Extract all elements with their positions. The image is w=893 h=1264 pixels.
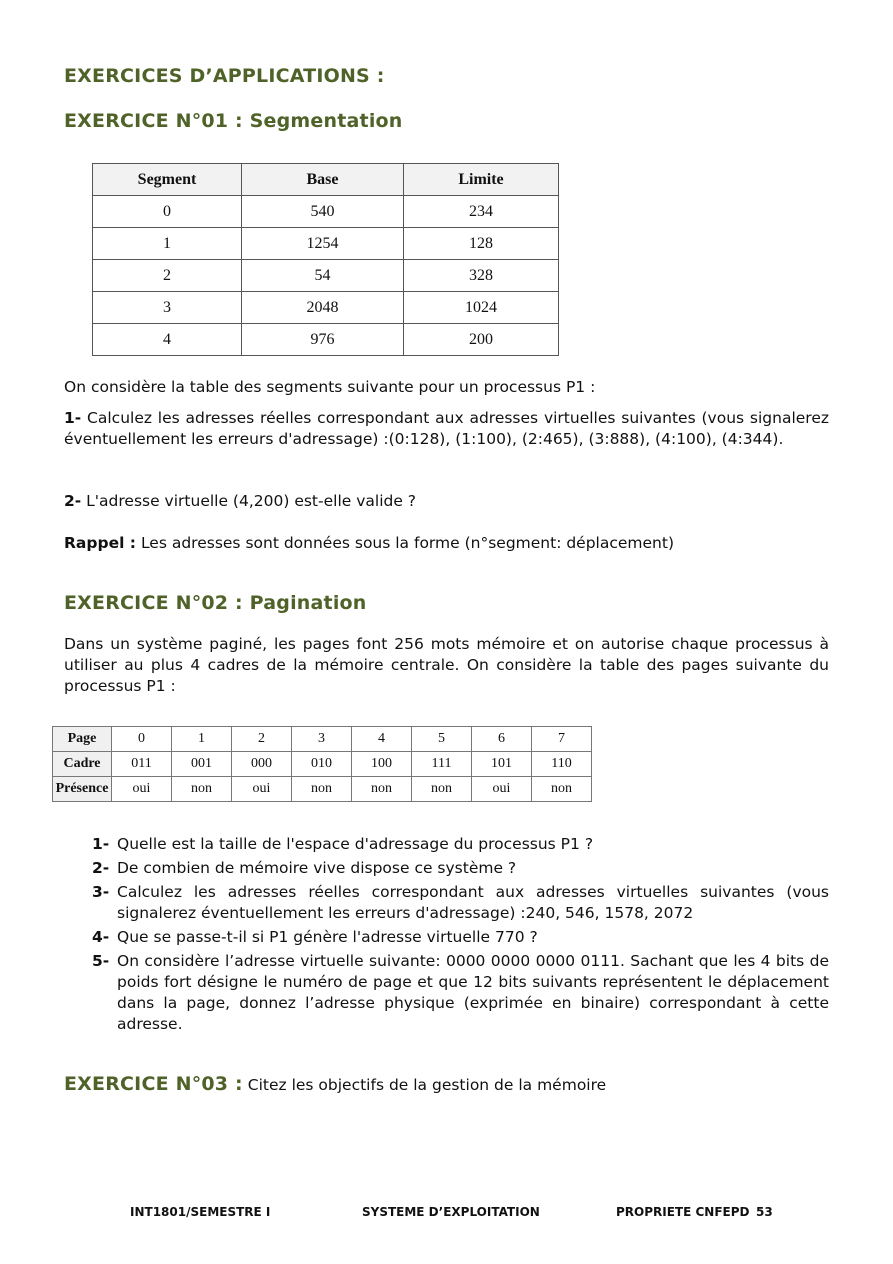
table-cell: 6 [472,727,532,752]
question-number: 5- [92,952,110,970]
page-number: 53 [756,1205,773,1219]
list-item [92,858,829,879]
table-cell: 2 [93,260,242,292]
table-cell: 4 [352,727,412,752]
table-cell: 0 [112,727,172,752]
question-number: 1- [64,409,82,427]
table-cell: 328 [404,260,559,292]
table-cell: 111 [412,752,472,777]
table-cell: 540 [242,196,404,228]
table-cell: non [292,777,352,802]
table-row [53,727,592,752]
page-heading: EXERCICES D’APPLICATIONS : [64,65,385,87]
footer-owner: PROPRIETE CNFEPD [616,1205,750,1219]
list-item [92,951,829,1035]
exercise-3 [64,1073,844,1096]
table-cell: 1 [93,228,242,260]
question-text: L'adresse virtuelle (4,200) est-elle valide ? [81,492,417,510]
table-cell: 7 [532,727,592,752]
question-text: Que se passe-t-il si P1 génère l'adresse virtuelle 770 ? [117,928,538,946]
table-cell: 1254 [242,228,404,260]
table-cell: 100 [352,752,412,777]
exercise-3-title: EXERCICE N°03 : [64,1073,243,1095]
exercise-1-intro: On considère la table des segments suivante pour un processus P1 : [64,378,596,396]
question-text: Calculez les adresses réelles correspondant aux adresses virtuelles suivantes (vous signalerez éventuellement les erreurs d'adressage) :240, 546, 1578, 2072 [117,883,829,922]
table-cell: 2 [232,727,292,752]
table-cell: 0 [93,196,242,228]
table-cell: 4 [93,324,242,356]
table-row [93,260,559,292]
table-cell: 001 [172,752,232,777]
table-cell: 200 [404,324,559,356]
col-header: Segment [93,164,242,196]
exercise-1-question-1 [64,408,829,450]
question-number: 2- [92,859,110,877]
question-number: 2- [64,492,82,510]
table-cell: 2048 [242,292,404,324]
table-cell: oui [232,777,292,802]
exercise-2-intro: Dans un système paginé, les pages font 256 mots mémoire et on autorise chaque processus à utiliser au plus 4 cadres de la mémoire centrale. On considère la table des pages suivante du processus P1 : [64,635,829,695]
exercise-2-questions [92,834,829,1038]
row-label: Cadre [53,752,112,777]
table-cell: 110 [532,752,592,777]
table-cell: 101 [472,752,532,777]
exercise-2-title: EXERCICE N°02 : Pagination [64,592,367,614]
col-header: Limite [404,164,559,196]
table-cell: oui [472,777,532,802]
table-cell: 234 [404,196,559,228]
segment-table-header [93,164,559,196]
table-cell: non [532,777,592,802]
table-cell: oui [112,777,172,802]
rappel-text: Les adresses sont données sous la forme (n°segment: déplacement) [136,534,675,552]
table-cell: 3 [292,727,352,752]
table-row [93,228,559,260]
list-item [92,834,829,855]
rappel-label: Rappel : [64,534,137,552]
table-cell: 000 [232,752,292,777]
question-number: 4- [92,928,110,946]
question-text: De combien de mémoire vive dispose ce système ? [117,859,517,877]
list-item [92,927,829,948]
table-cell: 011 [112,752,172,777]
table-row [93,324,559,356]
table-cell: 1 [172,727,232,752]
exercise-1-title: EXERCICE N°01 : Segmentation [64,110,403,132]
question-text: Quelle est la taille de l'espace d'adressage du processus P1 ? [117,835,594,853]
question-text: On considère l’adresse virtuelle suivante: 0000 0000 0000 0111. Sachant que les 4 bits de poids fort désigne le numéro de page et que 12 bits suivants représentent le déplacement dans la page, donnez l’adresse physique (exprimée en binaire) correspondant à cette adresse. [117,952,829,1033]
row-label: Page [53,727,112,752]
exercise-3-text: Citez les objectifs de la gestion de la mémoire [242,1076,607,1094]
table-row [93,292,559,324]
table-row [93,196,559,228]
footer-subject: SYSTEME D’EXPLOITATION [362,1205,540,1219]
footer-course: INT1801/SEMESTRE I [130,1205,271,1219]
table-cell: 976 [242,324,404,356]
table-cell: 128 [404,228,559,260]
question-number: 3- [92,883,110,901]
table-cell: non [412,777,472,802]
question-number: 1- [92,835,110,853]
table-cell: non [172,777,232,802]
table-cell: 5 [412,727,472,752]
list-item [92,882,829,924]
table-cell: 54 [242,260,404,292]
rappel-note [64,533,829,554]
exercise-1-question-2 [64,491,829,512]
table-cell: 010 [292,752,352,777]
table-row [53,777,592,802]
table-row [53,752,592,777]
table-cell: 3 [93,292,242,324]
page-table [52,726,592,802]
row-label: Présence [53,777,112,802]
table-cell: 1024 [404,292,559,324]
segment-table [92,163,559,356]
question-text: Calculez les adresses réelles correspondant aux adresses virtuelles suivantes (vous signalerez éventuellement les erreurs d'adressage) :(0:128), (1:100), (2:465), (3:888), (4:100), (4:344). [64,409,829,448]
col-header: Base [242,164,404,196]
table-cell: non [352,777,412,802]
